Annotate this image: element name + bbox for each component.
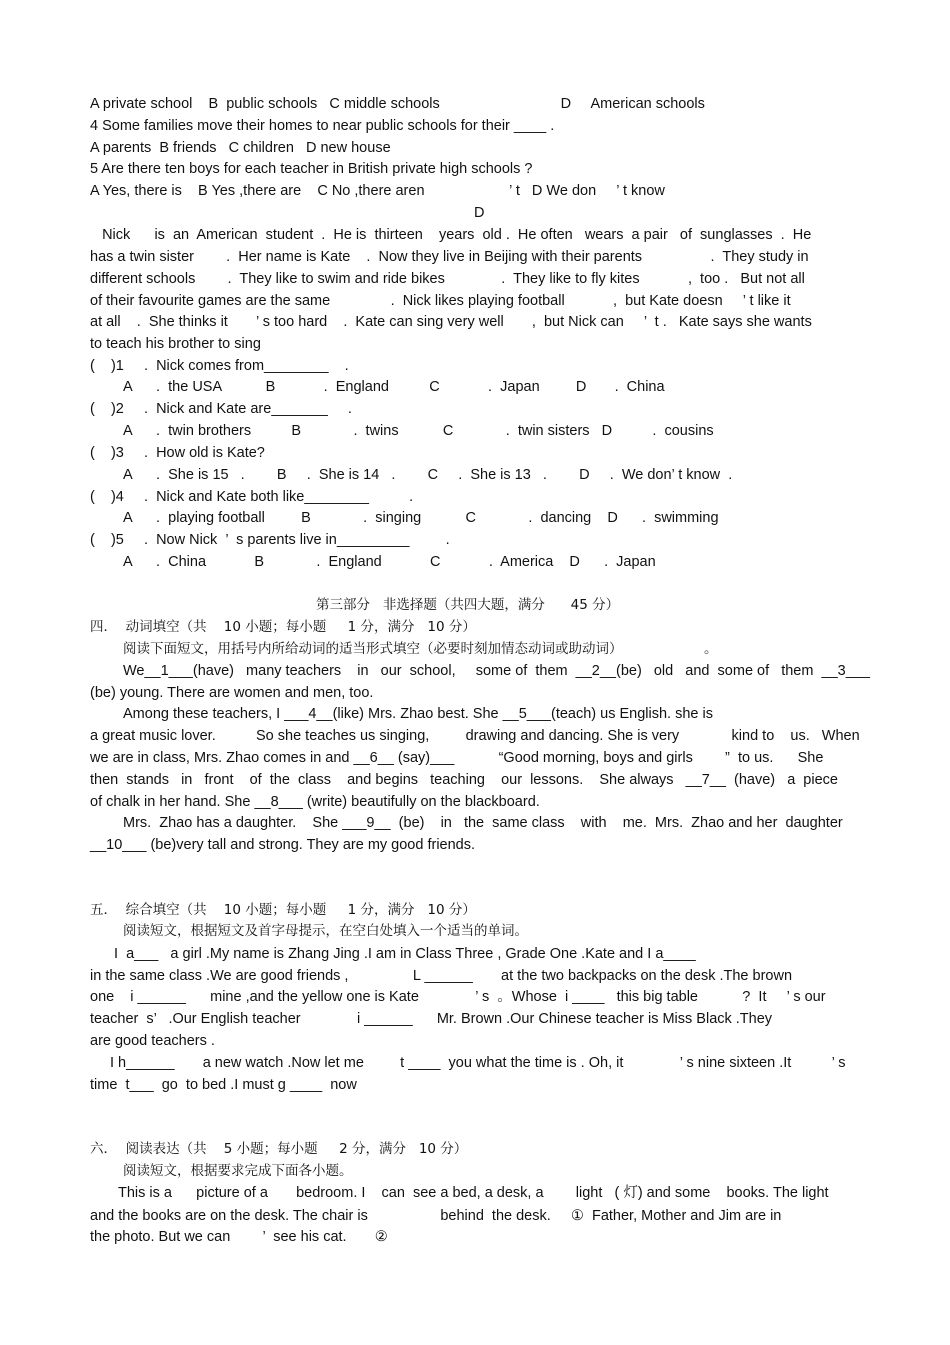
cloze-passage-line: I h______ a new watch .Now let me t ____ you what the time is . Oh, it ’ s nine sixteen .It ’ s [110,1055,846,1071]
q3-options: A private school B public schools C middle schools D American schools [90,96,705,112]
section-five-instructions: 阅读短文，根据短文及首字母提示，在空白处填入一个适当的单词。 [123,923,528,939]
verb-passage-line: then stands in front of the class and begins teaching our lessons. She always __7__ (have) a piece [90,772,838,788]
cloze-passage-line: teacher s’ .Our English teacher i ______ Mr. Brown .Our Chinese teacher is Miss Black .They [90,1011,773,1027]
passage-d-line: Nick is an American student . He is thirteen years old . He often wears a pair of sunglasses . He [90,227,812,243]
passage-d-heading: D [474,205,485,221]
q5-options: A Yes, there is B Yes ,there are C No ,there aren ’ t D We don ’ t know [90,183,665,199]
section-five-heading: 五． 综合填空（共 10 小题；每小题 1 分，满分 10 分） [90,902,476,918]
passage-d-line: at all . She thinks it ’ s too hard . Kate can sing very well , but Nick can ’ t . Kate says she wants [90,314,812,330]
cloze-passage-line: time t___ go to bed .I must g ____ now [90,1077,357,1093]
question: ( )5 . Now Nick ’ s parents live in_________ . [90,532,450,548]
verb-passage-line: we are in class, Mrs. Zhao comes in and __6__ (say)___ “Good morning, boys and girls ” to us. She [90,750,824,766]
verb-passage-line: (be) young. There are women and men, too. [90,685,374,701]
reading-passage-line: the photo. But we can ’ see his cat. ② [90,1229,388,1245]
passage-d-line: to teach his brother to sing [90,336,261,352]
answer-options: A . twin brothers B . twins C . twin sisters D . cousins [123,423,714,439]
question: ( )3 . How old is Kate? [90,445,265,461]
answer-options: A . She is 15 . B . She is 14 . C . She is 13 . D . We don’ t know . [123,467,733,483]
cloze-passage-line: in the same class .We are good friends , L ______ at the two backpacks on the desk .The brown [90,968,793,984]
section-four-instructions: 阅读下面短文，用括号内所给动词的适当形式填空（必要时刻加情态动词或助动词） 。 [123,641,718,657]
verb-passage-line: Mrs. Zhao has a daughter. She ___9__ (be) in the same class with me. Mrs. Zhao and her daughter [123,815,843,831]
part-three-heading: 第三部分 非选择题（共四大题，满分 45 分） [316,597,620,613]
verb-passage-line: We__1___(have) many teachers in our school, some of them __2__(be) old and some of them __3___ [123,663,870,679]
answer-options: A . playing football B . singing C . dancing D . swimming [123,510,719,526]
cloze-passage-line: one i ______ mine ,and the yellow one is Kate ’ s 。Whose i ____ this big table ? It ’ s our [90,989,826,1005]
question: ( )4 . Nick and Kate both like________ . [90,489,414,505]
verb-passage-line: a great music lover. So she teaches us singing, drawing and dancing. She is very kind to us. When [90,728,860,744]
reading-passage-line: and the books are on the desk. The chair is behind the desk. ① Father, Mother and Jim are in [90,1208,782,1224]
answer-options: A . the USA B . England C . Japan D . China [123,379,665,395]
passage-d-line: of their favourite games are the same . Nick likes playing football , but Kate doesn ’ t like it [90,293,791,309]
verb-passage-line: __10___ (be)very tall and strong. They are my good friends. [90,837,476,853]
q4-options: A parents B friends C children D new house [90,140,391,156]
cloze-passage-line: are good teachers . [90,1033,215,1049]
section-four-heading: 四． 动词填空（共 10 小题；每小题 1 分，满分 10 分） [90,619,476,635]
question: ( )2 . Nick and Kate are_______ . [90,401,352,417]
verb-passage-line: of chalk in her hand. She __8___ (write) beautifully on the blackboard. [90,794,540,810]
passage-d-line: different schools . They like to swim and ride bikes . They like to fly kites , too . But not all [90,271,805,287]
question: ( )1 . Nick comes from________ . [90,358,349,374]
passage-d-line: has a twin sister . Her name is Kate . Now they live in Beijing with their parents . They study in [90,249,809,265]
q5-question: 5 Are there ten boys for each teacher in British private high schools ? [90,161,533,177]
cloze-passage-line: I a___ a girl .My name is Zhang Jing .I am in Class Three , Grade One .Kate and I a____ [114,946,696,962]
q4-question: 4 Some families move their homes to near public schools for their ____ . [90,118,555,134]
section-six-heading: 六． 阅读表达（共 5 小题；每小题 2 分，满分 10 分） [90,1141,468,1157]
verb-passage-line: Among these teachers, I ___4__(like) Mrs. Zhao best. She __5___(teach) us English. she is [123,706,713,722]
answer-options: A . China B . England C . America D . Japan [123,554,656,570]
reading-passage-line: This is a picture of a bedroom. I can see a bed, a desk, a light ( 灯) and some books. The light [118,1185,829,1201]
section-six-instructions: 阅读短文，根据要求完成下面各小题。 [123,1163,353,1179]
